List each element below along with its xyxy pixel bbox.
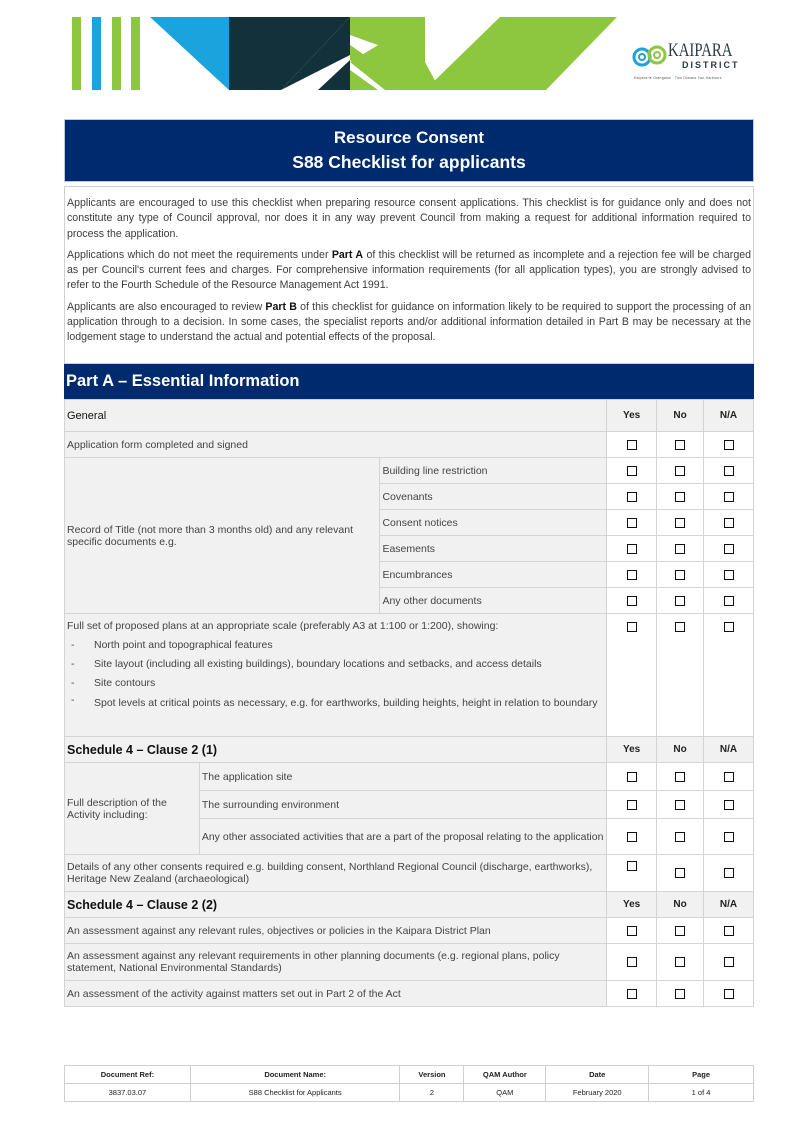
- logo-sub: DISTRICT: [682, 60, 740, 70]
- checkbox-yes[interactable]: [627, 926, 637, 936]
- footer-version: 2: [400, 1084, 464, 1102]
- col-na-header: N/A: [704, 400, 754, 432]
- plans-bullet-list: [67, 636, 604, 710]
- checkbox-na[interactable]: [724, 772, 734, 782]
- checkbox-no[interactable]: [675, 466, 685, 476]
- title-doc-item: Any other documents: [380, 588, 607, 614]
- footer-date: February 2020: [546, 1084, 649, 1102]
- plans-bullet: - Spot levels at critical points as necessary, e.g. for earthworks, building heights, height in relation to boundary: [67, 693, 604, 710]
- schedule-2-header-row: [65, 892, 754, 918]
- general-header-row: [65, 400, 754, 432]
- schedule-2-label: Schedule 4 – Clause 2 (2): [65, 892, 607, 918]
- checkbox-no[interactable]: [675, 957, 685, 967]
- col-no-header: No: [657, 892, 704, 918]
- assessment-item: An assessment of the activity against matters set out in Part 2 of the Act: [65, 981, 607, 1007]
- checkbox-yes[interactable]: [627, 622, 637, 632]
- table-row: [65, 855, 754, 892]
- checkbox-na[interactable]: [724, 800, 734, 810]
- table-row: [65, 432, 754, 458]
- checkbox-no[interactable]: [675, 989, 685, 999]
- activity-item: The application site: [199, 763, 606, 791]
- checkbox-na[interactable]: [724, 622, 734, 632]
- title-line-2: S88 Checklist for applicants: [292, 152, 526, 172]
- footer-value-row: [65, 1084, 754, 1102]
- banner-pattern-graphic: [0, 0, 640, 100]
- checkbox-na[interactable]: [724, 466, 734, 476]
- checkbox-yes[interactable]: [627, 570, 637, 580]
- footer-author: QAM: [464, 1084, 546, 1102]
- checkbox-no[interactable]: [675, 518, 685, 528]
- col-no-header: No: [657, 737, 704, 763]
- intro-p3-text-rest: of this checklist for guidance on information likely to be required to support the processing of an application through to a decision. In some cases, the specialist reports and/or additional information detailed in Part B may be necessary at the lodgement stage to understand the actual and potential effects of the proposal.: [67, 300, 752, 344]
- title-doc-item: Covenants: [380, 484, 607, 510]
- checkbox-yes[interactable]: [627, 518, 637, 528]
- footer-page: 1 of 4: [649, 1084, 754, 1102]
- table-row: [65, 944, 754, 981]
- checkbox-na[interactable]: [724, 544, 734, 554]
- col-na-header: N/A: [704, 737, 754, 763]
- checklist-table: [64, 399, 754, 1007]
- col-na-header: N/A: [704, 892, 754, 918]
- footer-date-label: Date: [546, 1066, 649, 1084]
- checkbox-na[interactable]: [724, 570, 734, 580]
- part-a-ref: Part A: [331, 248, 364, 261]
- footer-version-label: Version: [400, 1066, 464, 1084]
- kaipara-district-logo: [632, 40, 762, 85]
- checkbox-no[interactable]: [675, 492, 685, 502]
- logo-tagline: Kaipara te Oranganui · Two Oceans Two Harbours: [634, 76, 722, 80]
- col-yes-header: Yes: [607, 737, 657, 763]
- general-label: General: [65, 400, 607, 432]
- activity-item: The surrounding environment: [199, 791, 606, 819]
- intro-text-box: [64, 186, 754, 364]
- footer-doc-name: S88 Checklist for Applicants: [190, 1084, 400, 1102]
- table-row: [65, 614, 754, 737]
- footer-page-label: Page: [649, 1066, 754, 1084]
- intro-p3-text: Applicants are also encouraged to review: [67, 300, 266, 313]
- schedule-1-label: Schedule 4 – Clause 2 (1): [65, 737, 607, 763]
- checkbox-na[interactable]: [724, 832, 734, 842]
- table-row: [65, 981, 754, 1007]
- document-title-block: [64, 119, 754, 182]
- footer-author-label: QAM Author: [464, 1066, 546, 1084]
- checkbox-na[interactable]: [724, 518, 734, 528]
- checkbox-no[interactable]: [675, 800, 685, 810]
- checkbox-yes[interactable]: [627, 957, 637, 967]
- record-of-title-item: Record of Title (not more than 3 months old) and any relevant specific documents e.g.: [65, 458, 380, 614]
- table-row: [65, 918, 754, 944]
- checkbox-yes[interactable]: [627, 466, 637, 476]
- other-consents-item: Details of any other consents required e.g. building consent, Northland Regional Council (discharge, earthworks), Heritage New Zealand (archaeological): [65, 855, 607, 892]
- checkbox-na[interactable]: [724, 989, 734, 999]
- plans-bullet: - Site layout (including all existing buildings), boundary locations and setbacks, and access details: [67, 655, 604, 674]
- intro-p2-text: Applications which do not meet the requirements under: [67, 248, 332, 261]
- document-footer-table: [64, 1065, 754, 1102]
- activity-item: Any other associated activities that are a part of the proposal relating to the application: [199, 819, 606, 855]
- title-doc-item: Building line restriction: [380, 458, 607, 484]
- intro-p2-text-rest: of this checklist will be returned as incomplete and a rejection fee will be charged as per Council's current fees and charges. For comprehensive information requirements (for all application types), you are strongly advised to refer to the Fourth Schedule of the Resource Management Act 1991.: [67, 248, 751, 292]
- schedule-1-header-row: [65, 737, 754, 763]
- title-doc-item: Easements: [380, 536, 607, 562]
- checkbox-no[interactable]: [675, 832, 685, 842]
- checkbox-yes[interactable]: [627, 440, 637, 450]
- footer-doc-ref-label: Document Ref:: [65, 1066, 191, 1084]
- table-row: [65, 763, 754, 791]
- title-doc-item: Encumbrances: [380, 562, 607, 588]
- plans-bullet: - Site contours: [67, 674, 604, 693]
- checkbox-na[interactable]: [724, 868, 734, 878]
- checkbox-yes[interactable]: [627, 861, 637, 871]
- checkbox-yes[interactable]: [627, 772, 637, 782]
- checkbox-na[interactable]: [724, 926, 734, 936]
- checkbox-no[interactable]: [675, 926, 685, 936]
- intro-paragraph-3: [67, 300, 751, 346]
- part-b-ref: Part B: [265, 300, 297, 313]
- checkbox-no[interactable]: [675, 440, 685, 450]
- checkbox-no[interactable]: [675, 622, 685, 632]
- checkbox-na[interactable]: [724, 492, 734, 502]
- footer-doc-name-label: Document Name:: [190, 1066, 400, 1084]
- checkbox-no[interactable]: [675, 596, 685, 606]
- assessment-item: An assessment against any relevant requirements in other planning documents (e.g. regional plans, policy statement, National Environmental Standards): [65, 944, 607, 981]
- intro-paragraph-1: Applicants are encouraged to use this checklist when preparing resource consent applications. This checklist is for guidance only and does not constitute any type of Council approval, nor does it in any way prevent Council from making a request for additional information required to process the application.: [67, 197, 751, 240]
- application-form-item: Application form completed and signed: [65, 432, 607, 458]
- checkbox-na[interactable]: [724, 957, 734, 967]
- logo-name: KAIPARA: [668, 40, 733, 61]
- checkbox-yes[interactable]: [627, 800, 637, 810]
- checkbox-no[interactable]: [675, 772, 685, 782]
- col-yes-header: Yes: [607, 400, 657, 432]
- assessment-item: An assessment against any relevant rules, objectives or policies in the Kaipara District Plan: [65, 918, 607, 944]
- col-no-header: No: [657, 400, 704, 432]
- checkbox-yes[interactable]: [627, 544, 637, 554]
- title-line-1: Resource Consent: [333, 128, 485, 147]
- checkbox-na[interactable]: [724, 440, 734, 450]
- proposed-plans-item: [65, 614, 607, 737]
- footer-header-row: [65, 1066, 754, 1084]
- checkbox-yes[interactable]: [627, 596, 637, 606]
- intro-paragraph-2: [67, 248, 751, 294]
- activity-description-label: Full description of the Activity including:: [65, 763, 200, 855]
- plans-intro: Full set of proposed plans at an appropriate scale (preferably A3 at 1:100 or 1:200), showing:: [67, 620, 499, 632]
- plans-bullet: - North point and topographical features: [67, 636, 604, 655]
- checkbox-yes[interactable]: [627, 832, 637, 842]
- checkbox-no[interactable]: [675, 544, 685, 554]
- koru-swirl-icon: [632, 42, 668, 72]
- col-yes-header: Yes: [607, 892, 657, 918]
- checkbox-yes[interactable]: [627, 989, 637, 999]
- checkbox-no[interactable]: [675, 570, 685, 580]
- checkbox-na[interactable]: [724, 596, 734, 606]
- checkbox-yes[interactable]: [627, 492, 637, 502]
- table-row: [65, 458, 754, 484]
- title-doc-item: Consent notices: [380, 510, 607, 536]
- footer-doc-ref: 3837.03.07: [65, 1084, 191, 1102]
- part-a-header: Part A – Essential Information: [64, 364, 754, 399]
- checkbox-no[interactable]: [675, 868, 685, 878]
